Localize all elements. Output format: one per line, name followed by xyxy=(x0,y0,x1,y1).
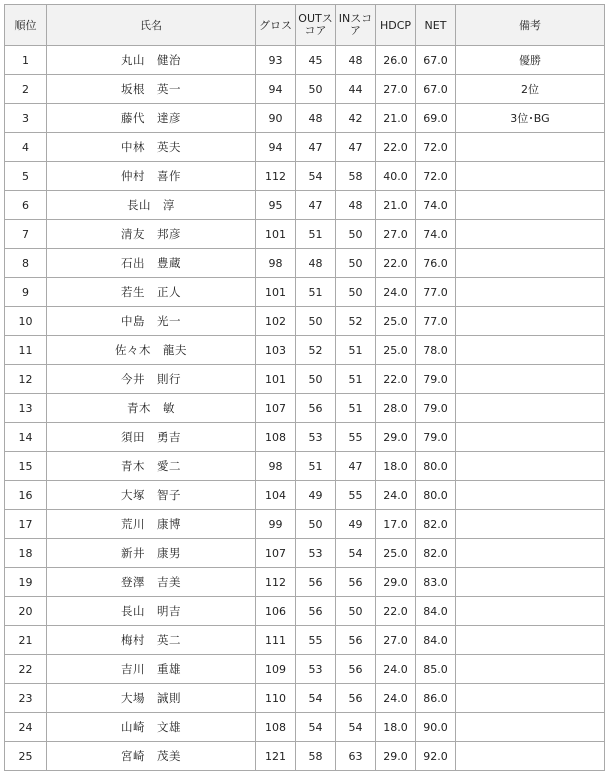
cell-in: 55 xyxy=(336,481,376,510)
cell-note xyxy=(456,307,605,336)
cell-in: 54 xyxy=(336,539,376,568)
cell-rank: 7 xyxy=(5,220,47,249)
cell-hdcp: 28.0 xyxy=(376,394,416,423)
table-row xyxy=(5,220,605,249)
table-row xyxy=(5,75,605,104)
table-row xyxy=(5,162,605,191)
cell-in: 47 xyxy=(336,133,376,162)
cell-note xyxy=(456,423,605,452)
cell-gross: 107 xyxy=(256,539,296,568)
cell-name: 新井 康男 xyxy=(47,539,256,568)
cell-name: 山崎 文雄 xyxy=(47,713,256,742)
cell-gross: 101 xyxy=(256,365,296,394)
cell-rank: 21 xyxy=(5,626,47,655)
cell-name: 藤代 達彦 xyxy=(47,104,256,133)
cell-in: 47 xyxy=(336,452,376,481)
table-row xyxy=(5,510,605,539)
cell-gross: 101 xyxy=(256,220,296,249)
cell-out: 50 xyxy=(296,75,336,104)
cell-hdcp: 24.0 xyxy=(376,278,416,307)
cell-gross: 112 xyxy=(256,162,296,191)
cell-in: 56 xyxy=(336,655,376,684)
cell-hdcp: 25.0 xyxy=(376,539,416,568)
cell-note xyxy=(456,220,605,249)
cell-in: 63 xyxy=(336,742,376,771)
cell-gross: 109 xyxy=(256,655,296,684)
cell-in: 52 xyxy=(336,307,376,336)
cell-net: 84.0 xyxy=(416,626,456,655)
cell-name: 中島 光一 xyxy=(47,307,256,336)
cell-net: 79.0 xyxy=(416,365,456,394)
cell-note xyxy=(456,713,605,742)
cell-out: 48 xyxy=(296,104,336,133)
cell-net: 90.0 xyxy=(416,713,456,742)
cell-name: 中林 英夫 xyxy=(47,133,256,162)
cell-in: 48 xyxy=(336,46,376,75)
cell-hdcp: 18.0 xyxy=(376,452,416,481)
cell-rank: 4 xyxy=(5,133,47,162)
cell-hdcp: 26.0 xyxy=(376,46,416,75)
cell-name: 仲村 喜作 xyxy=(47,162,256,191)
table-row xyxy=(5,249,605,278)
cell-hdcp: 24.0 xyxy=(376,684,416,713)
cell-hdcp: 24.0 xyxy=(376,481,416,510)
cell-net: 78.0 xyxy=(416,336,456,365)
header-net: NET xyxy=(416,5,456,46)
header-name: 氏名 xyxy=(47,5,256,46)
cell-net: 67.0 xyxy=(416,46,456,75)
cell-note xyxy=(456,626,605,655)
cell-in: 50 xyxy=(336,597,376,626)
cell-rank: 16 xyxy=(5,481,47,510)
cell-net: 80.0 xyxy=(416,481,456,510)
cell-gross: 99 xyxy=(256,510,296,539)
cell-rank: 11 xyxy=(5,336,47,365)
cell-out: 54 xyxy=(296,162,336,191)
cell-rank: 2 xyxy=(5,75,47,104)
cell-rank: 6 xyxy=(5,191,47,220)
header-note: 備考 xyxy=(456,5,605,46)
cell-hdcp: 29.0 xyxy=(376,568,416,597)
cell-out: 56 xyxy=(296,597,336,626)
cell-out: 49 xyxy=(296,481,336,510)
cell-gross: 111 xyxy=(256,626,296,655)
cell-name: 梅村 英二 xyxy=(47,626,256,655)
cell-gross: 102 xyxy=(256,307,296,336)
cell-gross: 108 xyxy=(256,713,296,742)
cell-hdcp: 25.0 xyxy=(376,336,416,365)
cell-gross: 90 xyxy=(256,104,296,133)
cell-gross: 110 xyxy=(256,684,296,713)
cell-note: 優勝 xyxy=(456,46,605,75)
cell-note xyxy=(456,539,605,568)
cell-gross: 121 xyxy=(256,742,296,771)
table-row xyxy=(5,655,605,684)
cell-hdcp: 18.0 xyxy=(376,713,416,742)
cell-name: 坂根 英一 xyxy=(47,75,256,104)
cell-note xyxy=(456,481,605,510)
header-gross: グロス xyxy=(256,5,296,46)
cell-note xyxy=(456,191,605,220)
cell-name: 長山 淳 xyxy=(47,191,256,220)
table-row xyxy=(5,597,605,626)
cell-net: 67.0 xyxy=(416,75,456,104)
cell-in: 55 xyxy=(336,423,376,452)
cell-gross: 104 xyxy=(256,481,296,510)
cell-rank: 3 xyxy=(5,104,47,133)
cell-rank: 1 xyxy=(5,46,47,75)
table-row xyxy=(5,191,605,220)
cell-name: 登澤 吉美 xyxy=(47,568,256,597)
header-out: OUTスコア xyxy=(296,5,336,46)
cell-out: 51 xyxy=(296,452,336,481)
cell-name: 長山 明吉 xyxy=(47,597,256,626)
cell-rank: 23 xyxy=(5,684,47,713)
table-row xyxy=(5,365,605,394)
cell-rank: 20 xyxy=(5,597,47,626)
header-rank: 順位 xyxy=(5,5,47,46)
cell-hdcp: 21.0 xyxy=(376,104,416,133)
cell-note xyxy=(456,336,605,365)
cell-in: 56 xyxy=(336,568,376,597)
cell-rank: 10 xyxy=(5,307,47,336)
cell-out: 53 xyxy=(296,423,336,452)
cell-note xyxy=(456,655,605,684)
cell-out: 56 xyxy=(296,568,336,597)
cell-hdcp: 22.0 xyxy=(376,597,416,626)
cell-out: 54 xyxy=(296,684,336,713)
cell-out: 53 xyxy=(296,539,336,568)
cell-out: 50 xyxy=(296,307,336,336)
cell-in: 58 xyxy=(336,162,376,191)
cell-gross: 106 xyxy=(256,597,296,626)
cell-out: 50 xyxy=(296,365,336,394)
cell-note xyxy=(456,278,605,307)
cell-rank: 13 xyxy=(5,394,47,423)
cell-net: 79.0 xyxy=(416,394,456,423)
cell-hdcp: 22.0 xyxy=(376,249,416,278)
cell-hdcp: 27.0 xyxy=(376,75,416,104)
cell-name: 荒川 康博 xyxy=(47,510,256,539)
cell-out: 56 xyxy=(296,394,336,423)
cell-net: 80.0 xyxy=(416,452,456,481)
cell-in: 51 xyxy=(336,365,376,394)
cell-hdcp: 22.0 xyxy=(376,133,416,162)
cell-in: 54 xyxy=(336,713,376,742)
cell-name: 須田 勇吉 xyxy=(47,423,256,452)
cell-gross: 93 xyxy=(256,46,296,75)
cell-name: 石出 豊蔵 xyxy=(47,249,256,278)
cell-net: 69.0 xyxy=(416,104,456,133)
cell-note xyxy=(456,133,605,162)
cell-gross: 108 xyxy=(256,423,296,452)
table-row xyxy=(5,713,605,742)
cell-hdcp: 27.0 xyxy=(376,220,416,249)
cell-net: 79.0 xyxy=(416,423,456,452)
cell-rank: 12 xyxy=(5,365,47,394)
cell-net: 82.0 xyxy=(416,510,456,539)
cell-out: 53 xyxy=(296,655,336,684)
cell-out: 51 xyxy=(296,278,336,307)
cell-out: 50 xyxy=(296,510,336,539)
cell-note xyxy=(456,452,605,481)
cell-net: 72.0 xyxy=(416,133,456,162)
cell-name: 丸山 健治 xyxy=(47,46,256,75)
cell-gross: 103 xyxy=(256,336,296,365)
cell-out: 45 xyxy=(296,46,336,75)
cell-hdcp: 40.0 xyxy=(376,162,416,191)
table-row xyxy=(5,336,605,365)
cell-name: 吉川 重雄 xyxy=(47,655,256,684)
cell-name: 大塚 智子 xyxy=(47,481,256,510)
cell-net: 74.0 xyxy=(416,220,456,249)
cell-name: 青木 愛二 xyxy=(47,452,256,481)
cell-out: 55 xyxy=(296,626,336,655)
cell-out: 51 xyxy=(296,220,336,249)
cell-note xyxy=(456,597,605,626)
table-row xyxy=(5,46,605,75)
cell-rank: 24 xyxy=(5,713,47,742)
cell-out: 54 xyxy=(296,713,336,742)
cell-hdcp: 21.0 xyxy=(376,191,416,220)
cell-in: 50 xyxy=(336,278,376,307)
cell-net: 86.0 xyxy=(416,684,456,713)
table-row xyxy=(5,394,605,423)
cell-gross: 94 xyxy=(256,75,296,104)
cell-name: 清友 邦彦 xyxy=(47,220,256,249)
cell-in: 56 xyxy=(336,626,376,655)
table-row xyxy=(5,684,605,713)
cell-net: 76.0 xyxy=(416,249,456,278)
cell-name: 佐々木 龍夫 xyxy=(47,336,256,365)
cell-note xyxy=(456,742,605,771)
cell-rank: 19 xyxy=(5,568,47,597)
cell-rank: 5 xyxy=(5,162,47,191)
cell-name: 今井 則行 xyxy=(47,365,256,394)
cell-hdcp: 24.0 xyxy=(376,655,416,684)
cell-in: 56 xyxy=(336,684,376,713)
cell-rank: 14 xyxy=(5,423,47,452)
cell-net: 77.0 xyxy=(416,307,456,336)
cell-net: 85.0 xyxy=(416,655,456,684)
cell-rank: 22 xyxy=(5,655,47,684)
cell-hdcp: 29.0 xyxy=(376,423,416,452)
cell-name: 青木 敏 xyxy=(47,394,256,423)
table-row xyxy=(5,742,605,771)
cell-gross: 98 xyxy=(256,249,296,278)
cell-in: 51 xyxy=(336,336,376,365)
cell-in: 50 xyxy=(336,220,376,249)
cell-name: 大場 誠則 xyxy=(47,684,256,713)
cell-name: 若生 正人 xyxy=(47,278,256,307)
cell-note xyxy=(456,568,605,597)
cell-note: 3位･BG xyxy=(456,104,605,133)
cell-note: 2位 xyxy=(456,75,605,104)
table-body xyxy=(5,46,605,771)
cell-out: 52 xyxy=(296,336,336,365)
cell-in: 50 xyxy=(336,249,376,278)
table-row xyxy=(5,568,605,597)
cell-in: 42 xyxy=(336,104,376,133)
cell-rank: 8 xyxy=(5,249,47,278)
cell-rank: 25 xyxy=(5,742,47,771)
table-row xyxy=(5,307,605,336)
cell-in: 51 xyxy=(336,394,376,423)
cell-note xyxy=(456,394,605,423)
cell-net: 82.0 xyxy=(416,539,456,568)
cell-gross: 95 xyxy=(256,191,296,220)
cell-note xyxy=(456,162,605,191)
cell-note xyxy=(456,365,605,394)
table-row xyxy=(5,104,605,133)
cell-rank: 17 xyxy=(5,510,47,539)
cell-out: 48 xyxy=(296,249,336,278)
cell-net: 74.0 xyxy=(416,191,456,220)
table-header xyxy=(5,5,605,46)
cell-hdcp: 27.0 xyxy=(376,626,416,655)
cell-gross: 98 xyxy=(256,452,296,481)
cell-note xyxy=(456,684,605,713)
cell-gross: 101 xyxy=(256,278,296,307)
cell-hdcp: 29.0 xyxy=(376,742,416,771)
cell-out: 58 xyxy=(296,742,336,771)
cell-in: 44 xyxy=(336,75,376,104)
results-table xyxy=(4,4,605,771)
cell-out: 47 xyxy=(296,191,336,220)
header-row xyxy=(5,5,605,46)
table-row xyxy=(5,539,605,568)
cell-net: 72.0 xyxy=(416,162,456,191)
cell-hdcp: 25.0 xyxy=(376,307,416,336)
table-row xyxy=(5,423,605,452)
table-row xyxy=(5,626,605,655)
cell-rank: 9 xyxy=(5,278,47,307)
cell-name: 宮崎 茂美 xyxy=(47,742,256,771)
cell-gross: 112 xyxy=(256,568,296,597)
cell-rank: 15 xyxy=(5,452,47,481)
cell-net: 77.0 xyxy=(416,278,456,307)
table-row xyxy=(5,278,605,307)
cell-in: 49 xyxy=(336,510,376,539)
cell-net: 83.0 xyxy=(416,568,456,597)
cell-hdcp: 17.0 xyxy=(376,510,416,539)
header-hdcp: HDCP xyxy=(376,5,416,46)
cell-rank: 18 xyxy=(5,539,47,568)
cell-gross: 107 xyxy=(256,394,296,423)
table-row xyxy=(5,452,605,481)
cell-in: 48 xyxy=(336,191,376,220)
cell-hdcp: 22.0 xyxy=(376,365,416,394)
header-in: INスコア xyxy=(336,5,376,46)
cell-note xyxy=(456,510,605,539)
cell-net: 92.0 xyxy=(416,742,456,771)
cell-gross: 94 xyxy=(256,133,296,162)
table-row xyxy=(5,133,605,162)
table-row xyxy=(5,481,605,510)
cell-out: 47 xyxy=(296,133,336,162)
cell-net: 84.0 xyxy=(416,597,456,626)
cell-note xyxy=(456,249,605,278)
